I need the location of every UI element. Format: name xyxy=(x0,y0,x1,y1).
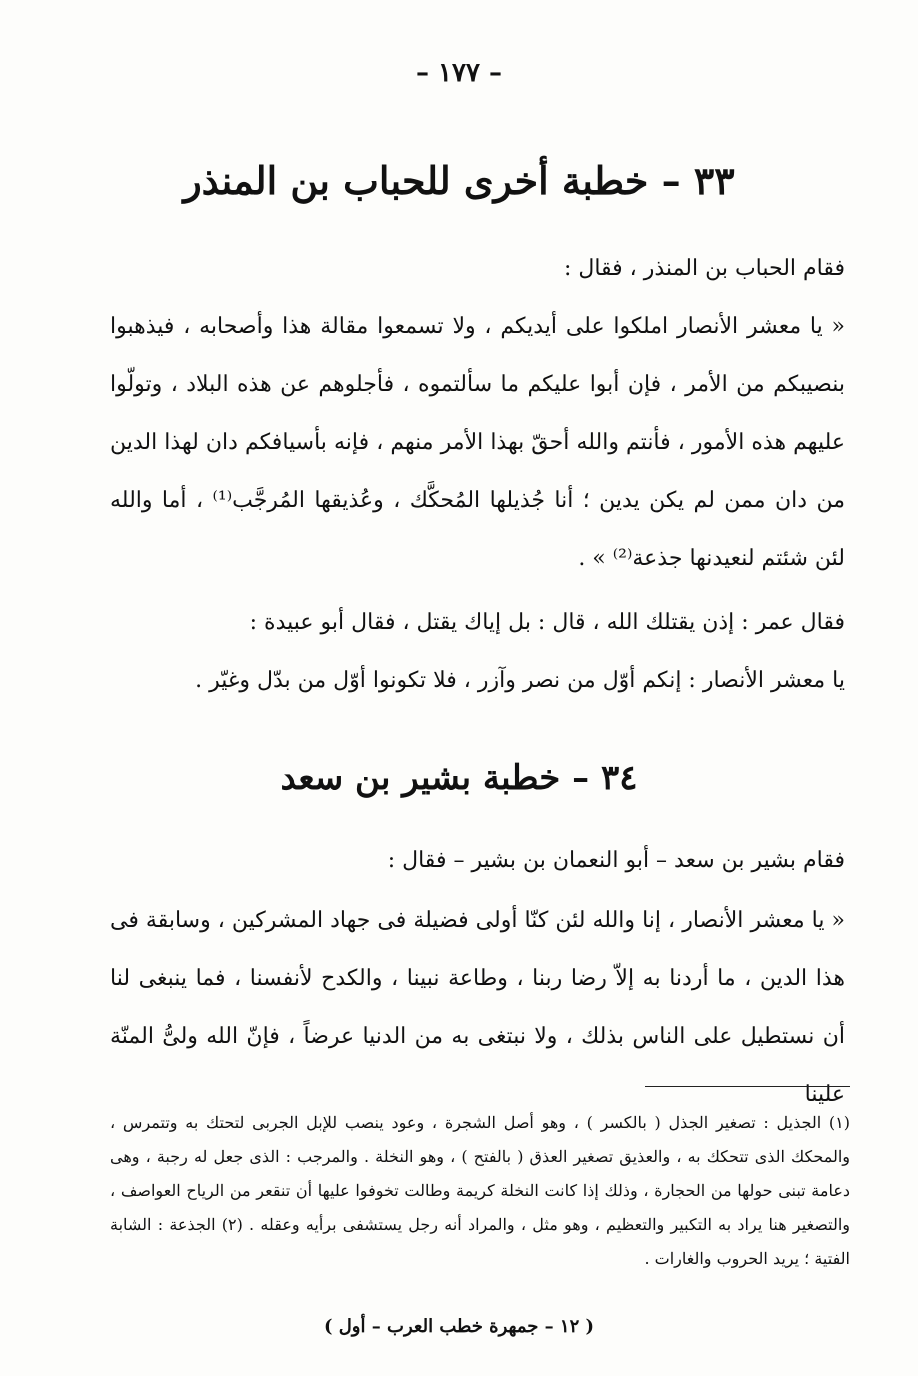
speaker-intro-34: فقام بشير بن سعد – أبو النعمان بن بشير – فقال : xyxy=(387,848,845,873)
speaker-intro-33: فقام الحباب بن المنذر ، فقال : xyxy=(563,256,845,281)
page-number: – ١٧٧ – xyxy=(415,58,503,88)
footnote-divider xyxy=(645,1086,850,1087)
section-title-33: ٣٣ – خطبة أخرى للحباب بن المنذر xyxy=(183,158,735,203)
footnotes: (١) الجذيل : تصغير الجذل ( بالكسر ) ، وهو أصل الشجرة ، وعود ينصب للإبل الجربى لتحتك به وتتمرس ، والمحكك الذى تتحكك به ، والعذيق تصغير العذق ( بالفتح ) ، وهو النخلة . والمرجب : الذى جعل له رجبة ، وهى دعامة تبنى حولها من الحجارة ، وذلك إذا كانت النخلة كريمة وطالت تخوفوا عليها أن تنقعر من الرياح العواصف ، والتصغير هنا يراد به التكبير والتعظيم ، وهو مثل ، والمراد أنه رجل يستشفى برأيه وعقله . (٢) الجذعة : الشابة الفتية ؛ يريد الحروب والغارات . xyxy=(110,1113,850,1268)
section-title-34: ٣٤ – خطبة بشير بن سعد xyxy=(280,758,638,798)
umar-reply: فقال عمر : إذن يقتلك الله ، قال : بل إياك يقتل ، فقال أبو عبيدة : xyxy=(249,610,845,635)
speech-text-33: « يا معشر الأنصار املكوا على أيديكم ، ولا تسمعوا مقالة هذا وأصحابه ، فيذهبوا بنصيبكم من الأمر ، فإن أبوا عليكم ما سألتموه ، فأجلوهم عن هذه البلاد ، وتولّوا عليهم هذه الأمور ، فأنتم والله أحقّ بهذا الأمر منهم ، فإنه بأسيافكم دان لهذا الدين من دان ممن لم يكن يدين ؛ أنا جُذيلها المُحكَّك ، وعُذيقها المُرجَّب⁽¹⁾ ، أما والله لئن شئتم لنعيدنها جذعة⁽²⁾ » . xyxy=(110,314,845,571)
speech-text-34: « يا معشر الأنصار ، إنا والله لئن كنّا أولى فضيلة فى جهاد المشركين ، وسابقة فى هذا الدين ، ما أردنا به إلاّ رضا ربنا ، وطاعة نبينا ، والكدح لأنفسنا ، فما ينبغى لنا أن نستطيل على الناس بذلك ، ولا نبتغى به من الدنيا عرضاً ، فإنّ الله ولىُّ المنّة علينا xyxy=(110,908,845,1107)
page-footer: ( ١٢ – جمهرة خطب العرب – أول ) xyxy=(323,1316,595,1337)
abu-ubaida-speech: يا معشر الأنصار : إنكم أوّل من نصر وآزر ، فلا تكونوا أوّل من بدّل وغيّر . xyxy=(195,668,845,693)
